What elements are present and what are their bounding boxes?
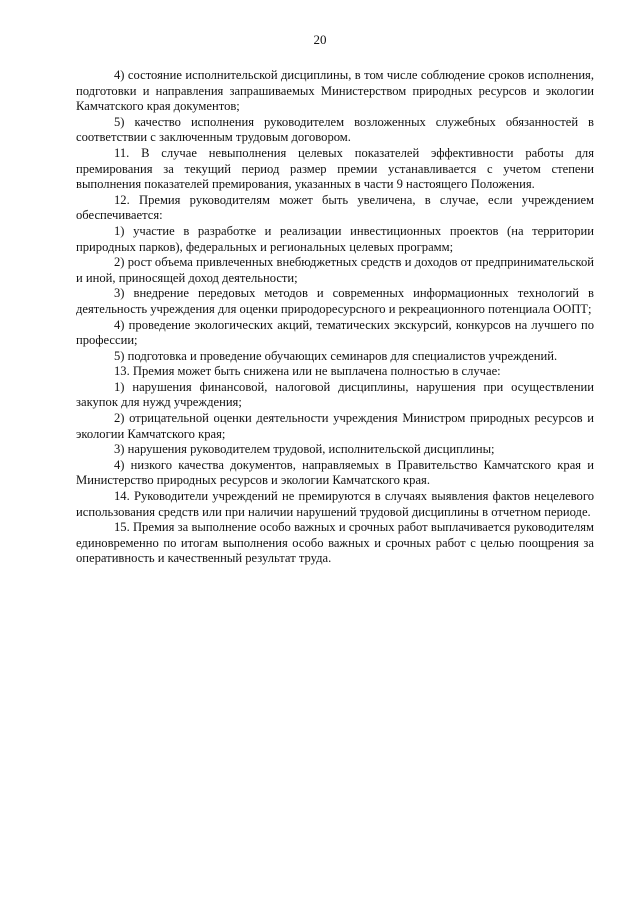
- paragraph-clause-13-item-4: 4) низкого качества документов, направляемых в Правительство Камчатского края и Министерство природных ресурсов и экологии Камчатского края.: [76, 457, 594, 488]
- paragraph-clause-14: 14. Руководители учреждений не премируются в случаях выявления фактов нецелевого использования средств или при наличии нарушений трудовой дисциплины в отчетном периоде.: [76, 489, 594, 519]
- paragraph-clause-12-item-3: 3) внедрение передовых методов и современных информационных технологий в деятельность учреждения для оценки природоресурсного и рекреационного потенциала ООПТ;: [76, 286, 594, 316]
- paragraph-clause-13-item-2: 2) отрицательной оценки деятельности учреждения Министром природных ресурсов и экологии Камчатского края;: [76, 411, 594, 441]
- paragraph-item-4-discipline: 4) состояние исполнительской дисциплины, в том числе соблюдение сроков исполнения, подготовки и направления запрашиваемых Министерством природных ресурсов и экологии Камчатского края документов;: [76, 68, 594, 114]
- paragraph-clause-12-item-2: 2) рост объема привлеченных внебюджетных средств и доходов от предпринимательской и иной, приносящей доход деятельности;: [76, 255, 594, 285]
- paragraph-clause-13: 13. Премия может быть снижена или не выплачена полностью в случае:: [114, 364, 501, 379]
- paragraph-clause-13-item-1: 1) нарушения финансовой, налоговой дисциплины, нарушения при осуществлении закупок для нужд учреждения;: [76, 379, 594, 410]
- paragraph-clause-12-item-4: 4) проведение экологических акций, тематических экскурсий, конкурсов на лучшего по профессии;: [76, 317, 594, 348]
- paragraph-clause-13-item-3: 3) нарушения руководителем трудовой, исполнительской дисциплины;: [114, 442, 495, 457]
- paragraph-clause-12: 12. Премия руководителям может быть увеличена, в случае, если учреждением обеспечивается:: [76, 192, 594, 223]
- paragraph-clause-11: 11. В случае невыполнения целевых показателей эффективности работы для премирования за текущий период размер премии устанавливается с учетом степени выполнения показателей премирования, указанных в части 9 настоящего Положения.: [76, 145, 594, 192]
- document-body: [76, 68, 594, 567]
- paragraph-clause-15: 15. Премия за выполнение особо важных и срочных работ выплачивается руководителям единовременно по итогам выполнения особо важных и срочных работ с целью поощрения за оперативность и качественный результат труда.: [76, 520, 594, 566]
- paragraph-clause-12-item-5: 5) подготовка и проведение обучающих семинаров для специалистов учреждений.: [114, 348, 558, 363]
- paragraph-clause-12-item-1: 1) участие в разработке и реализации инвестиционных проектов (на территории природных парков), федеральных и региональных целевых программ;: [76, 223, 594, 254]
- page-number: 20: [313, 32, 327, 47]
- paragraph-item-5-quality: 5) качество исполнения руководителем возложенных служебных обязанностей в соответствии с заключенным трудовым договором.: [76, 114, 594, 145]
